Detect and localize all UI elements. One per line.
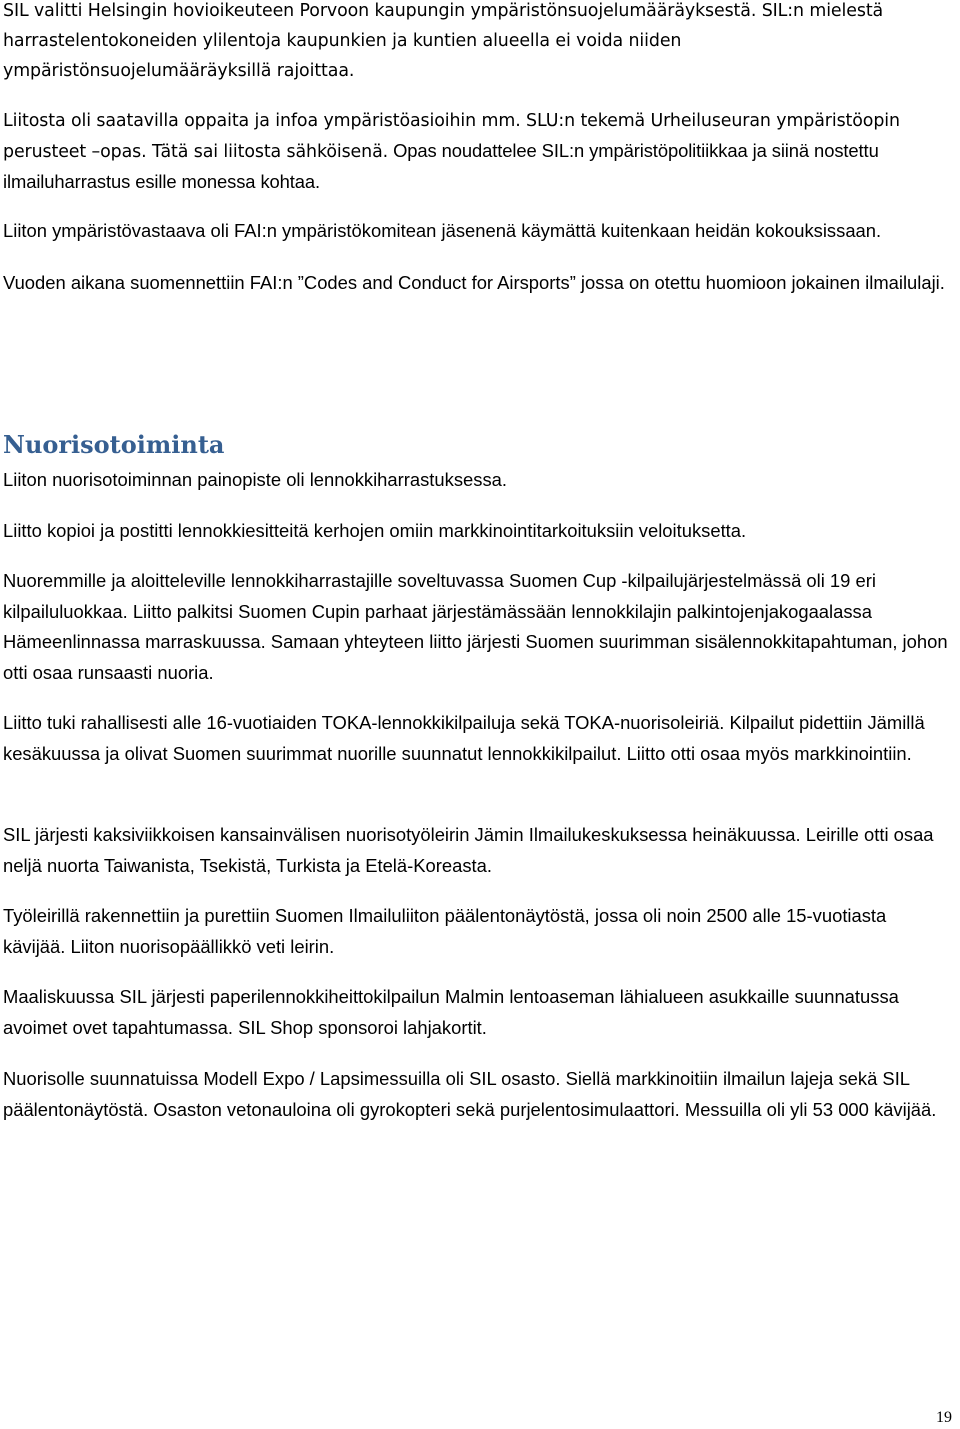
section-paragraph: Nuoremmille ja aloitteleville lennokkiharrastajille soveltuvassa Suomen Cup -kilpailujärjestelmässä oli 19 eri kilpailuluokkaa. Liitto palkitsi Suomen Cupin parhaat järjestämässään lennokkilajin palkintojenjakogaalassa Hämeenlinnassa marraskuussa. Samaan yhteyteen liitto järjesti Suomen suurimman sisälennokkitapahtuman, johon otti osaa runsaasti nuoria. (3, 570, 948, 683)
section-paragraph: Liiton nuorisotoiminnan painopiste oli lennokkiharrastuksessa. (3, 469, 507, 490)
section-paragraph: Työleirillä rakennettiin ja purettiin Suomen Ilmailuliiton päälentonäytöstä, jossa oli noin 2500 alle 15-vuotiasta kävijää. Liiton nuorisopäällikkö veti leirin. (3, 905, 887, 957)
guides-text-part-2: Opas noudattelee SIL:n ympäristöpolitiikkaa ja siinä nostettu ilmailuharrastus esille monessa kohtaa. (3, 140, 879, 192)
guides-text-part-1: Liitosta oli saatavilla oppaita ja infoa ympäristöasioihin mm. SLU:n tekemä Urheiluseuran ympäristöopin perusteet –opas. Tätä sai liitosta sähköisenä. (3, 111, 900, 162)
paragraph-fai-codes: Vuoden aikana suomennettiin FAI:n ”Codes and Conduct for Airsports” jossa on otettu huomioon jokainen ilmailulaji. (3, 272, 945, 293)
section-paragraph: Liitto tuki rahallisesti alle 16-vuotiaiden TOKA-lennokkikilpailuja sekä TOKA-nuorisoleiriä. Kilpailut pidettiin Jämillä kesäkuussa ja olivat Suomen suurimmat nuorille suunnatut lennokkikilpailut. Liitto otti osaa myös markkinointiin. (3, 712, 925, 764)
paragraph-appeal: SIL valitti Helsingin hovioikeuteen Porvoon kaupungin ympäristönsuojelumääräyksestä. SIL:n mielestä harrastelentokoneiden ylilentoja kaupunkien ja kuntien alueella ei voida niiden ympäristönsuojelumääräyksillä rajoittaa. (3, 1, 884, 81)
paragraph-guides (3, 106, 943, 198)
section-heading: Nuorisotoiminta (3, 430, 225, 459)
section-paragraph: SIL järjesti kaksiviikkoisen kansainvälisen nuorisotyöleirin Jämin Ilmailukeskuksessa heinäkuussa. Leirille otti osaa neljä nuorta Taiwanista, Tsekistä, Turkista ja Etelä-Koreasta. (3, 824, 934, 876)
section-paragraph: Liitto kopioi ja postitti lennokkiesitteitä kerhojen omiin markkinointitarkoituksiin veloituksetta. (3, 520, 747, 541)
section-paragraph: Maaliskuussa SIL järjesti paperilennokkiheittokilpailun Malmin lentoaseman lähialueen asukkaille suunnatussa avoimet ovet tapahtumassa. SIL Shop sponsoroi lahjakortit. (3, 986, 899, 1038)
paragraph-environment-officer: Liiton ympäristövastaava oli FAI:n ympäristökomitean jäsenenä käymättä kuitenkaan heidän kokouksissaan. (3, 220, 882, 241)
section-paragraph: Nuorisolle suunnatuissa Modell Expo / Lapsimessuilla oli SIL osasto. Siellä markkinoitiin ilmailun lajeja sekä SIL päälentonäytöstä. Osaston vetonauloina oli gyrokopteri sekä purjelentosimulaattori. Messuilla oli yli 53 000 kävijää. (3, 1068, 937, 1120)
page-number: 19 (936, 1409, 952, 1426)
